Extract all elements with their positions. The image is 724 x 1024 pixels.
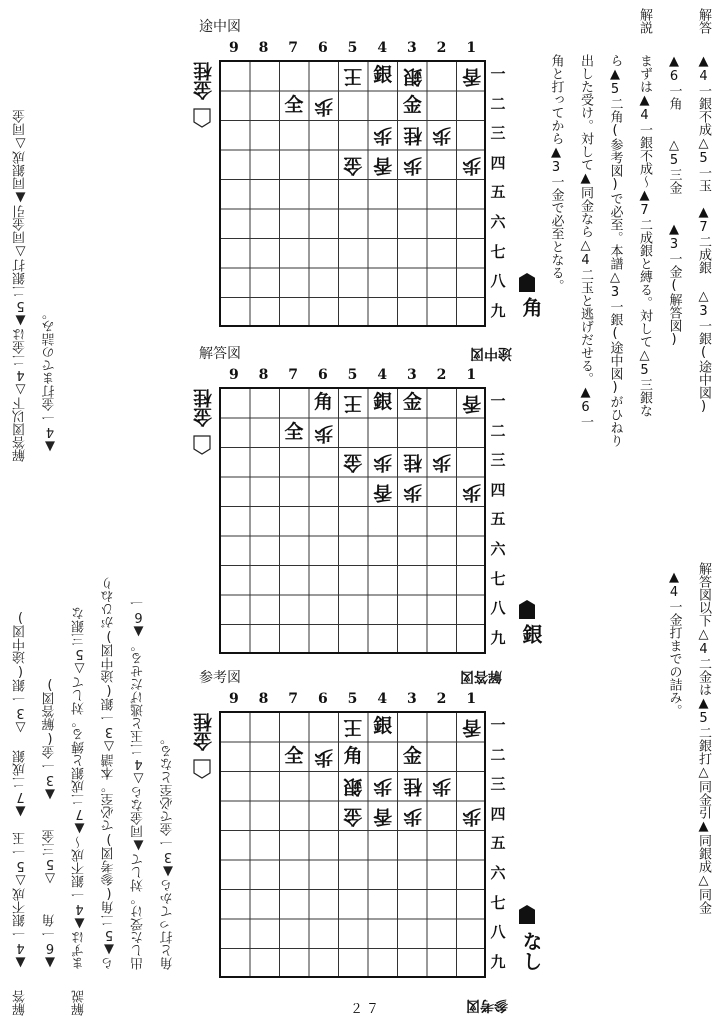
rank-number: 六 — [490, 863, 506, 882]
rank-number: 六 — [490, 539, 506, 558]
shogi-board — [219, 60, 486, 327]
gote-piece: 歩 — [402, 154, 422, 177]
diagram-title: 途中図 — [199, 19, 241, 35]
rank-number: 五 — [490, 183, 506, 202]
file-numbers — [219, 40, 486, 56]
file-number: 1 — [466, 40, 477, 56]
gote-piece: 歩 — [314, 422, 334, 445]
shogi-board — [219, 711, 486, 978]
file-number: 1 — [466, 691, 477, 707]
mirrored-text: ▲4一銀不成△5一玉 ▲7二成銀 △3一銀(途中図) — [13, 610, 28, 970]
file-number: 5 — [347, 691, 358, 707]
file-numbers — [219, 691, 486, 707]
rank-number: 三 — [490, 124, 506, 143]
sente-piece: 金 — [402, 93, 422, 116]
file-number: 5 — [347, 367, 358, 383]
rank-number: 八 — [490, 599, 506, 618]
gote-piece: 桂 — [402, 451, 422, 474]
gote-piece: 桂 — [402, 775, 422, 798]
sente-piece: 金 — [402, 391, 422, 413]
gote-piece: 香 — [462, 65, 482, 88]
file-number: 3 — [406, 691, 417, 707]
rank-numbers — [488, 711, 508, 977]
sente-piece: 金 — [402, 744, 422, 767]
rank-number: 七 — [490, 569, 506, 588]
file-number: 9 — [228, 691, 239, 707]
sente-mark-icon — [519, 600, 535, 619]
gote-piece: 歩 — [432, 124, 452, 147]
rank-number: 六 — [490, 212, 506, 231]
file-number: 8 — [258, 40, 269, 56]
after-line-2: ▲4一金打までの詰み。 — [666, 570, 682, 717]
mirrored-after-block — [6, 12, 65, 462]
gote-piece: 歩 — [373, 451, 393, 474]
gote-piece: 香 — [373, 154, 393, 177]
gote-piece: 歩 — [402, 481, 422, 504]
gote-piece: 歩 — [462, 481, 482, 504]
file-number: 7 — [288, 367, 299, 383]
mirrored-text: 出した受け。対して▲同金なら△4二玉と逃げだせる。▲6一 — [131, 596, 146, 970]
gote-hand-pieces: 金桂 — [193, 62, 215, 100]
sente-piece: 銀 — [373, 391, 393, 413]
file-number: 4 — [377, 40, 388, 56]
gote-piece: 桂 — [402, 124, 422, 147]
rank-number: 五 — [490, 510, 506, 529]
mirrored-text: 解答 — [13, 990, 28, 1016]
explain-label: 解説 — [637, 8, 652, 34]
diagram-title: 解答図 — [199, 346, 241, 362]
rank-numbers — [488, 60, 508, 326]
mirrored-text: まずは▲4一銀不成～▲7二成銀と縛る。対して△5三銀な — [72, 607, 87, 970]
gote-hand-pieces: 金桂 — [193, 389, 215, 427]
explain-line-4: 角と打ってから▲3一金で必至となる。 — [548, 54, 564, 292]
sente-hand-pieces: 銀 — [519, 624, 543, 644]
gote-piece: 金 — [343, 805, 363, 828]
file-number: 8 — [258, 691, 269, 707]
diagram-title: 参考図 — [199, 670, 241, 686]
rank-number: 九 — [490, 628, 506, 647]
sente-hand-pieces: なし — [519, 931, 543, 971]
gote-piece: 王 — [343, 392, 363, 415]
file-number: 9 — [228, 40, 239, 56]
gote-piece: 銀 — [402, 65, 422, 88]
gote-piece: 歩 — [373, 775, 393, 798]
rank-number: 一 — [490, 65, 506, 83]
mirrored-text: ら▲5二角(参考図)で必至。本譜△3一銀(途中図)がひねり — [101, 577, 117, 970]
mirrored-text: ▲4一金打までの詰み。 — [42, 307, 58, 454]
gote-piece: 歩 — [373, 124, 393, 147]
file-number: 7 — [288, 40, 299, 56]
rank-number: 一 — [490, 716, 506, 734]
gote-piece: 香 — [462, 716, 482, 739]
rank-number: 二 — [490, 745, 506, 764]
rank-number: 四 — [490, 153, 506, 172]
sente-piece: 銀 — [373, 64, 393, 86]
gote-piece: 香 — [462, 392, 482, 415]
rank-number: 一 — [490, 392, 506, 410]
sente-piece: 全 — [284, 93, 304, 116]
sente-piece: 角 — [314, 391, 334, 413]
answer-column — [689, 8, 719, 548]
file-number: 3 — [406, 367, 417, 383]
gote-hand-pieces: 金桂 — [193, 713, 215, 751]
file-number: 7 — [288, 691, 299, 707]
answer-line-2: ▲6一角 △5三金 ▲3一金(解答図) — [666, 54, 682, 347]
page-number: ２７ — [350, 1002, 383, 1017]
sente-hand-pieces: 角 — [519, 297, 543, 317]
gote-piece: 歩 — [432, 775, 452, 798]
gote-piece: 王 — [343, 716, 363, 739]
file-number: 2 — [436, 367, 447, 383]
file-number: 8 — [258, 367, 269, 383]
rank-number: 八 — [490, 272, 506, 291]
gote-piece: 歩 — [402, 805, 422, 828]
rank-number: 三 — [490, 775, 506, 794]
answer-line-1: ▲4一銀不成△5一玉 ▲7二成銀 △3一銀(途中図) — [696, 54, 711, 414]
sente-piece: 銀 — [373, 715, 393, 737]
mirrored-answer-block — [6, 476, 183, 1016]
gote-mark-icon — [193, 759, 211, 779]
answer-label: 解答 — [696, 8, 711, 34]
after-line-1: 解答図以下△4二金は▲5二銀打△同金引▲同銀成△同金 — [696, 562, 711, 914]
gote-piece: 歩 — [462, 805, 482, 828]
file-number: 3 — [406, 40, 417, 56]
file-number: 9 — [228, 367, 239, 383]
gote-piece: 歩 — [314, 95, 334, 118]
file-number: 1 — [466, 367, 477, 383]
rank-number: 八 — [490, 923, 506, 942]
rank-number: 四 — [490, 480, 506, 499]
gote-piece: 歩 — [314, 746, 334, 769]
gote-piece: 歩 — [462, 154, 482, 177]
mirrored-text: 解説 — [72, 990, 87, 1016]
rank-number: 二 — [490, 94, 506, 113]
rank-number: 九 — [490, 952, 506, 971]
rank-numbers — [488, 387, 508, 653]
rank-number: 五 — [490, 834, 506, 853]
file-number: 6 — [317, 367, 328, 383]
gote-piece: 歩 — [432, 451, 452, 474]
rank-number: 九 — [490, 301, 506, 320]
file-numbers — [219, 367, 486, 383]
gote-piece: 香 — [373, 481, 393, 504]
rank-number: 二 — [490, 421, 506, 440]
file-number: 2 — [436, 691, 447, 707]
after-answer-block — [659, 562, 718, 1012]
gote-piece: 金 — [343, 154, 363, 177]
gote-piece: 香 — [373, 805, 393, 828]
mirrored-diagram-title: 途中図 — [470, 345, 512, 361]
mirrored-answer-column — [6, 476, 36, 1016]
mirrored-explain-column — [65, 476, 95, 1016]
file-number: 2 — [436, 40, 447, 56]
file-number: 5 — [347, 40, 358, 56]
file-number: 4 — [377, 691, 388, 707]
mirrored-diagram-title: 解答図 — [460, 668, 502, 684]
explain-line-3: 出した受け。対して▲同金なら△4二玉と逃げだせる。▲6一 — [578, 54, 593, 428]
mirrored-diagram-title: 参考図 — [466, 997, 508, 1013]
sente-piece: 全 — [284, 744, 304, 767]
rank-number: 三 — [490, 451, 506, 470]
gote-piece: 金 — [343, 451, 363, 474]
sente-piece: 全 — [284, 420, 304, 443]
mirrored-text: 角と打ってから▲3一金で必至となる。 — [160, 732, 176, 970]
explain-line-2: ら▲5二角(参考図)で必至。本譜△3一銀(途中図)がひねり — [607, 54, 623, 447]
rank-number: 七 — [490, 242, 506, 261]
gote-mark-icon — [193, 435, 211, 455]
rank-number: 四 — [490, 804, 506, 823]
mirrored-text: ▲6一角 △5三金 ▲3一金(解答図) — [42, 677, 58, 970]
sente-mark-icon — [519, 905, 535, 924]
rank-number: 七 — [490, 893, 506, 912]
gote-piece: 銀 — [343, 775, 363, 798]
file-number: 4 — [377, 367, 388, 383]
mirrored-text: 解答図以下△4二金は▲5二銀打△同金引▲同銀成△同金 — [13, 110, 28, 462]
file-number: 6 — [317, 40, 328, 56]
shogi-board — [219, 387, 486, 654]
file-number: 6 — [317, 691, 328, 707]
explain-line-1: まずは▲4一銀不成～▲7二成銀と縛る。対して△5三銀な — [637, 54, 652, 417]
answer-block — [541, 8, 718, 548]
sente-piece: 角 — [343, 744, 363, 767]
sente-mark-icon — [519, 273, 535, 292]
explain-column — [630, 8, 660, 548]
gote-piece: 王 — [343, 65, 363, 88]
gote-mark-icon — [193, 108, 211, 128]
